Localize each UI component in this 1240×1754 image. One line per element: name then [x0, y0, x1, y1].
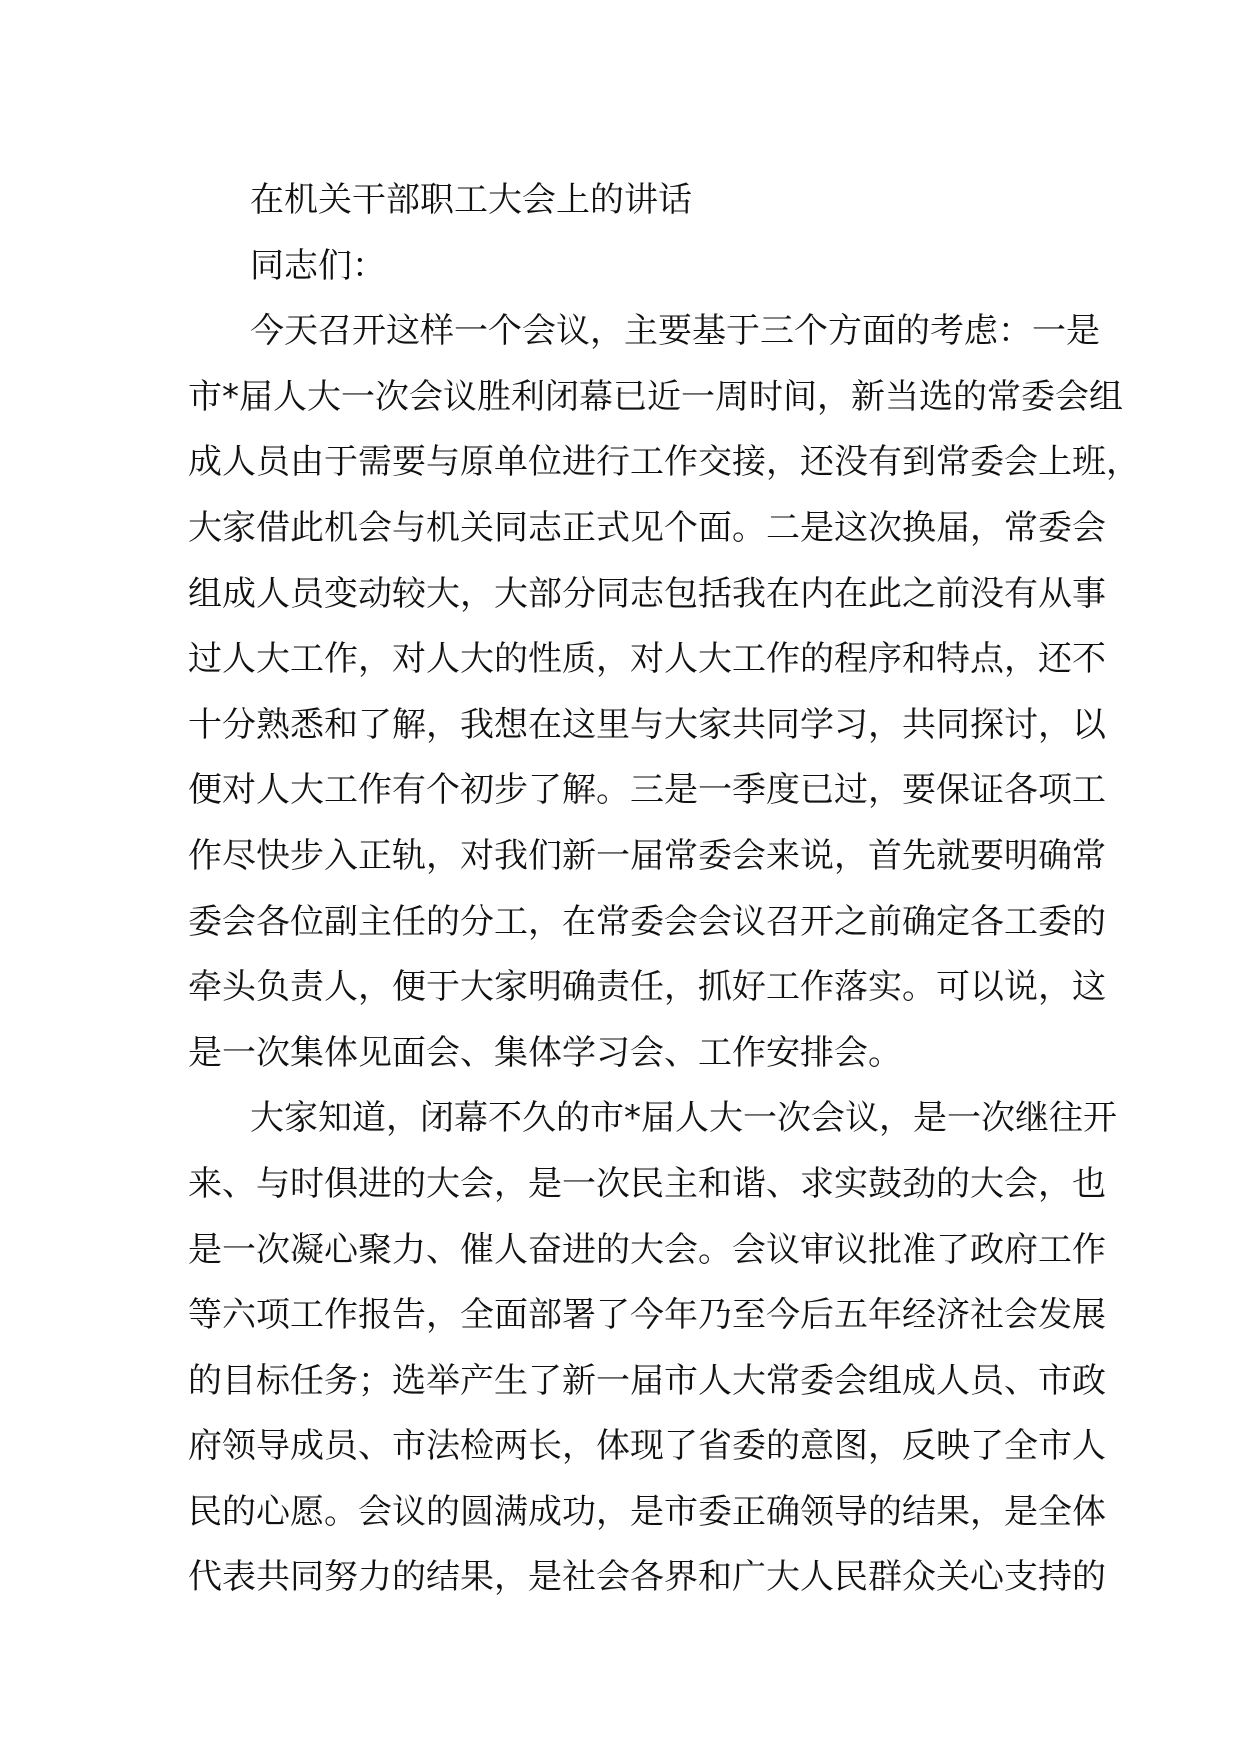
paragraph-line: 作尽快步入正轨，对我们新一届常委会来说，首先就要明确常 [188, 835, 1106, 876]
paragraph-line: 组成人员变动较大，大部分同志包括我在内在此之前没有从事 [188, 573, 1106, 614]
paragraph-line: 大家借此机会与机关同志正式见个面。二是这次换届，常委会 [188, 507, 1106, 548]
paragraph-line: 的目标任务；选举产生了新一届市人大常委会组成人员、市政 [188, 1360, 1106, 1401]
paragraph-line: 来、与时俱进的大会，是一次民主和谐、求实鼓劲的大会，也 [188, 1163, 1106, 1204]
paragraph-line: 代表共同努力的结果，是社会各界和广大人民群众关心支持的 [188, 1557, 1106, 1598]
paragraph-line: 过人大工作，对人大的性质，对人大工作的程序和特点，还不 [188, 639, 1106, 680]
document-body [188, 168, 1140, 1611]
paragraph-line: 便对人大工作有个初步了解。三是一季度已过，要保证各项工 [188, 770, 1106, 811]
paragraph-1 [188, 299, 1140, 1086]
paragraph-line: 是一次集体见面会、集体学习会、工作安排会。 [188, 1032, 902, 1073]
paragraph-line: 等六项工作报告，全面部署了今年乃至今后五年经济社会发展 [188, 1295, 1106, 1336]
paragraph-line: 今天召开这样一个会议，主要基于三个方面的考虑：一是 [250, 311, 1100, 352]
paragraph-line: 是一次凝心聚力、催人奋进的大会。会议审议批准了政府工作 [188, 1229, 1106, 1270]
paragraph-line: 市*届人大一次会议胜利闭幕已近一周时间，新当选的常委会组 [188, 376, 1123, 417]
paragraph-line: 府领导成员、市法检两长，体现了省委的意图，反映了全市人 [188, 1426, 1106, 1467]
paragraph-line: 委会各位副主任的分工，在常委会会议召开之前确定各工委的 [188, 901, 1106, 942]
paragraph-line: 十分熟悉和了解，我想在这里与大家共同学习，共同探讨，以 [188, 704, 1106, 745]
document-title: 在机关干部职工大会上的讲话 [250, 180, 692, 220]
salutation: 同志们： [250, 245, 386, 286]
paragraph-2 [188, 1086, 1117, 1611]
paragraph-line: 大家知道，闭幕不久的市*届人大一次会议，是一次继往开 [250, 1098, 1117, 1139]
paragraph-line: 牵头负责人，便于大家明确责任，抓好工作落实。可以说，这 [188, 967, 1106, 1008]
paragraph-line: 民的心愿。会议的圆满成功，是市委正确领导的结果，是全体 [188, 1491, 1106, 1532]
paragraph-line: 成人员由于需要与原单位进行工作交接，还没有到常委会上班， [188, 442, 1140, 483]
